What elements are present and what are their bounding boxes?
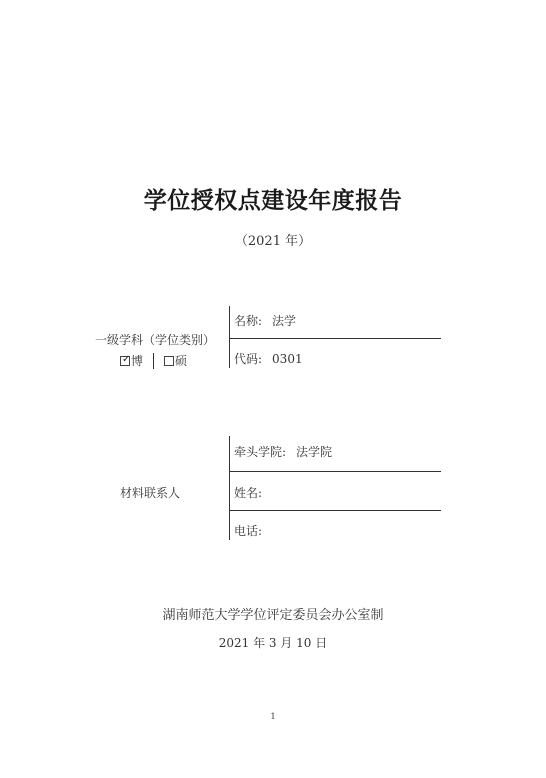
institute-value: 法学院 [296,445,333,459]
contact-label: 材料联系人 [120,486,181,500]
discipline-code-field [234,350,303,367]
contact-divider-line-1 [229,471,441,472]
discipline-name-field [234,312,296,329]
degree-type-row [120,352,187,369]
master-option-label: 硕 [175,354,188,368]
phone-label: 电话: [234,524,263,538]
doctor-checkbox[interactable] [120,353,131,366]
report-year: （2021 年） [234,234,312,249]
contact-vertical-line [229,436,230,540]
person-field [234,484,262,501]
issuing-office: 湖南师范大学学位评定委员会办公室制 [162,608,384,623]
issue-date: 2021 年 3 月 10 日 [218,636,328,650]
name-label: 名称: [234,314,263,328]
discipline-label: 一级学科（学位类别） [95,333,216,347]
check-mark-icon: ✓ [122,353,131,365]
discipline-divider-line [229,338,441,339]
code-label: 代码: [234,352,263,366]
doctor-option-label: 博 [131,354,144,368]
institute-label: 牵头学院: [234,445,287,459]
contact-divider-line-2 [229,510,441,511]
master-checkbox[interactable] [164,356,174,366]
page-number: 1 [270,712,276,721]
person-label: 姓名: [234,486,263,500]
discipline-vertical-line [229,306,230,368]
institute-field [234,443,332,460]
code-value: 0301 [272,352,303,366]
document-title: 学位授权点建设年度报告 [143,188,403,214]
degree-option-doctor[interactable] [120,352,143,369]
degree-divider [153,353,154,369]
degree-option-master[interactable] [164,352,187,369]
name-value: 法学 [272,314,297,328]
phone-field [234,522,262,539]
